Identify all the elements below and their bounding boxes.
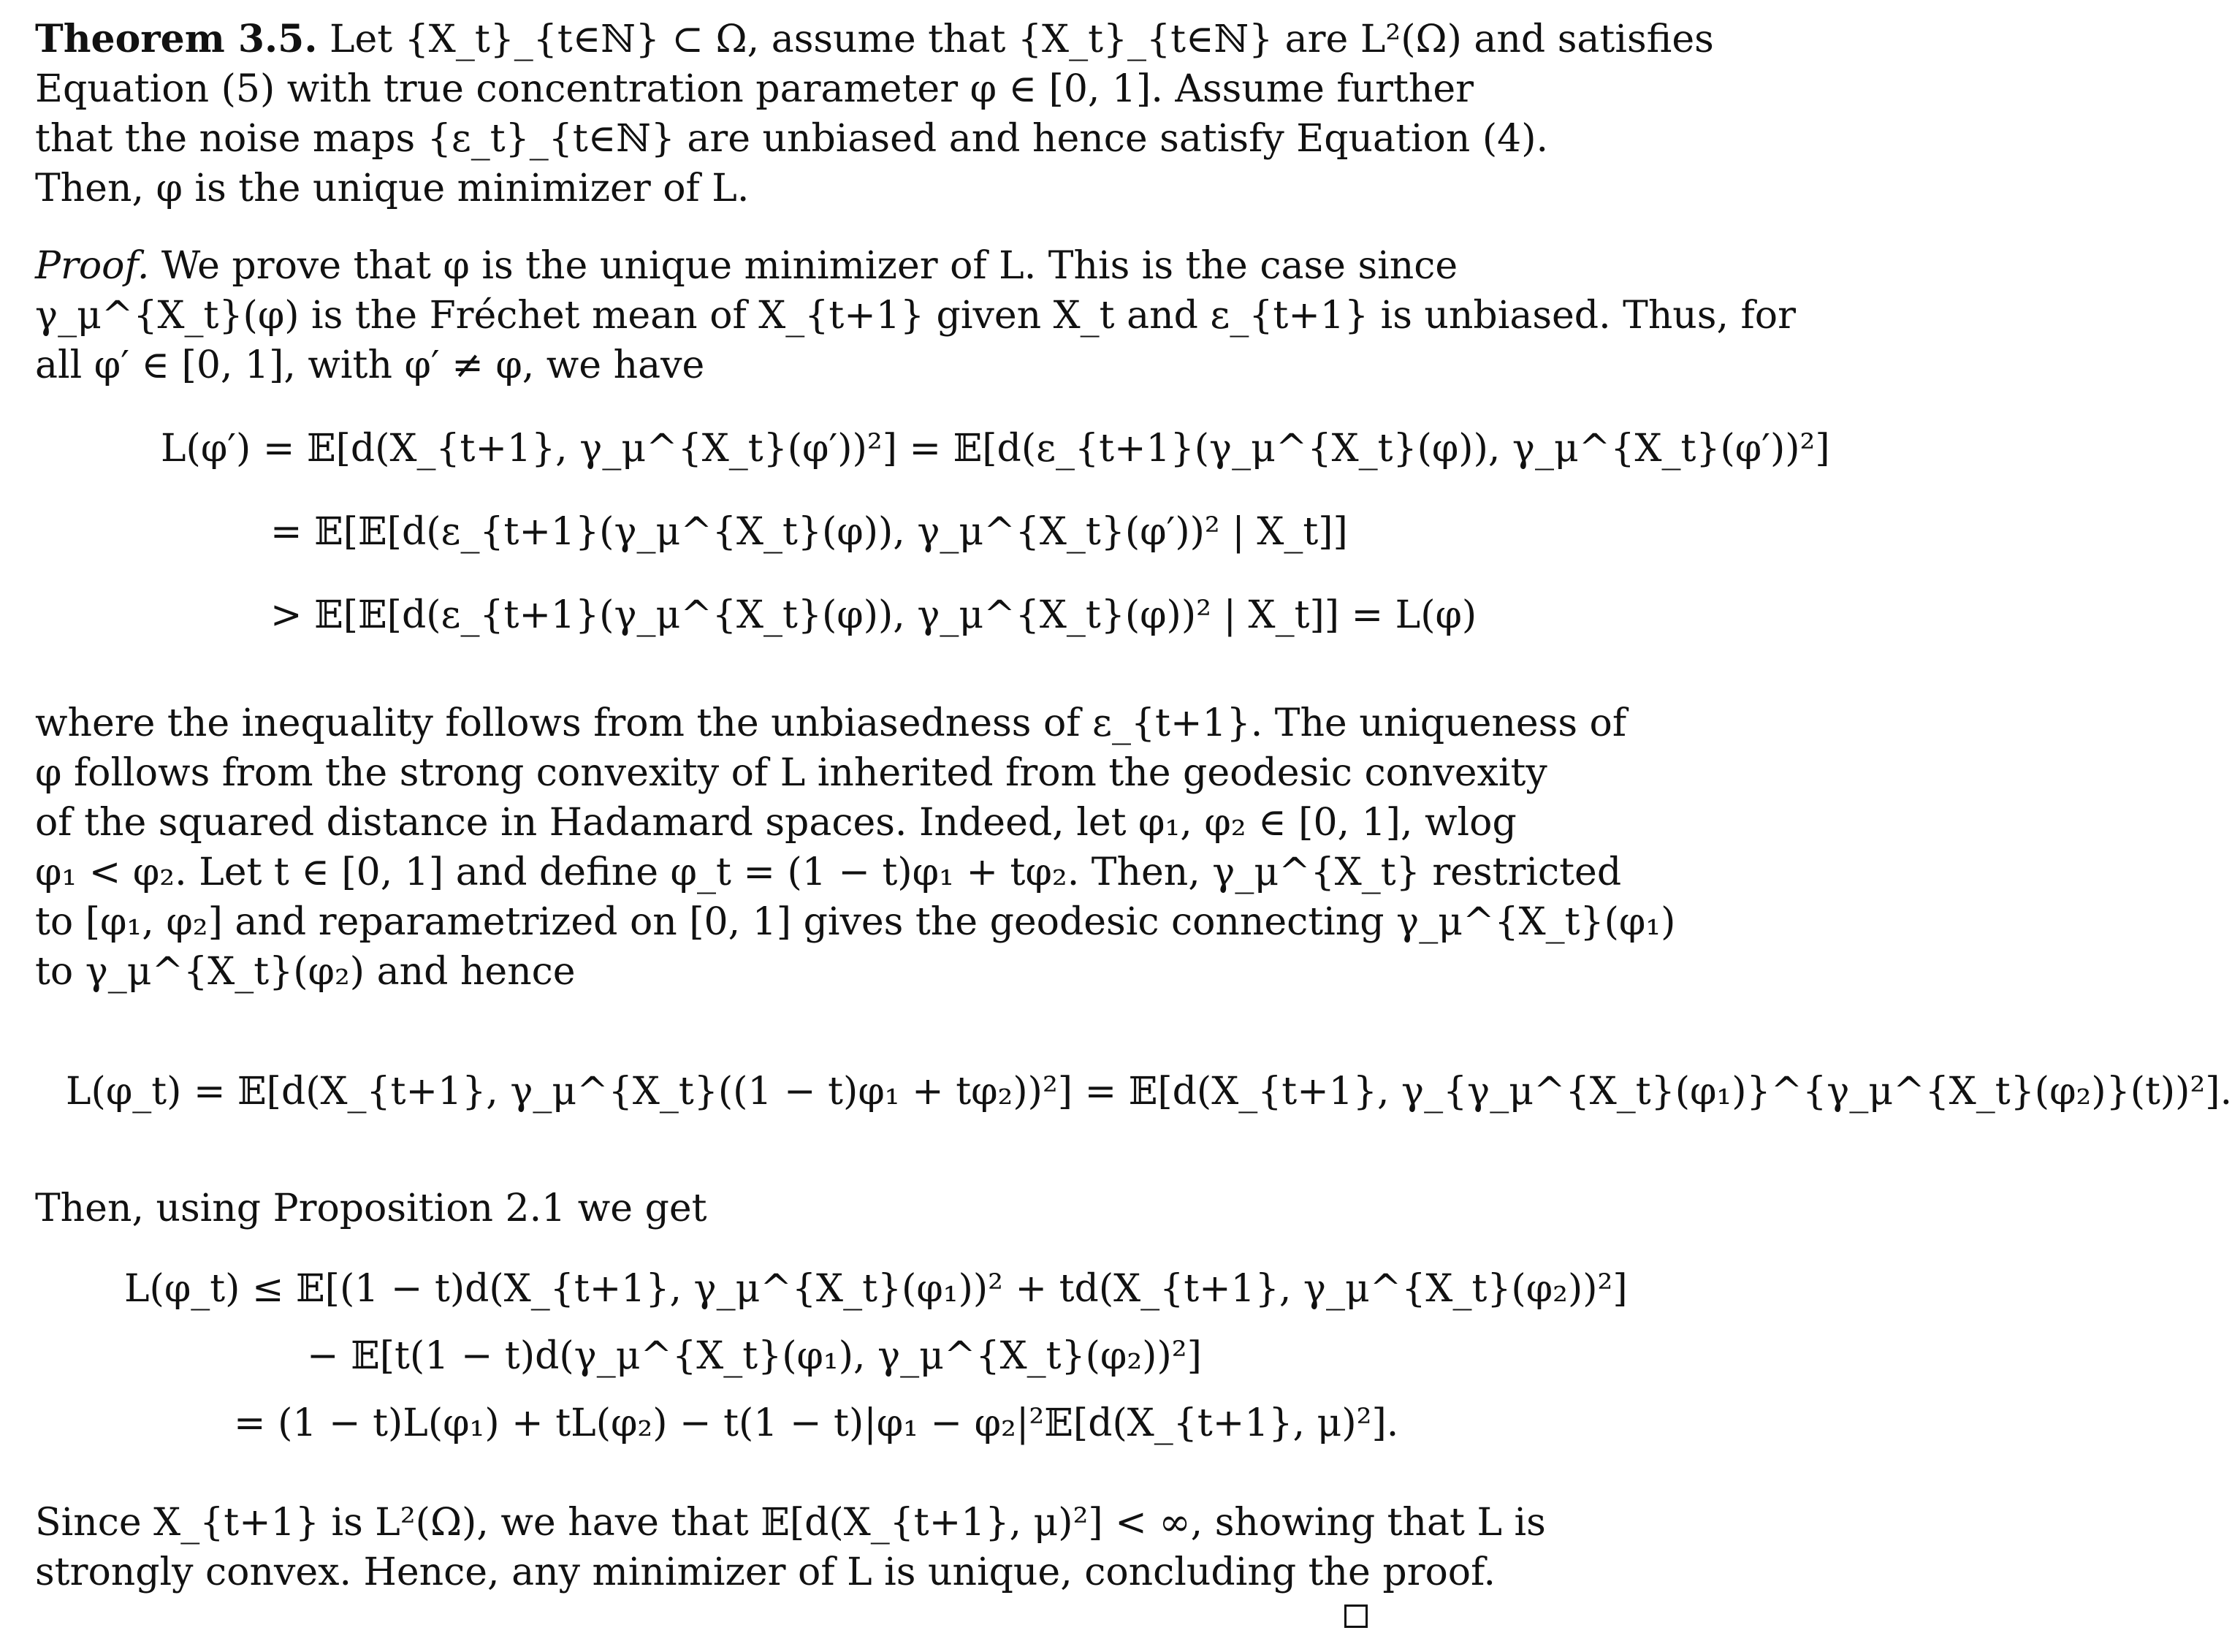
equation-3-line-3: = (1 − t)L(φ₁) + tL(φ₂) − t(1 − t)|φ₁ − φ₂|²𝔼[d(X_{t+1}, μ)²]. bbox=[234, 1401, 1399, 1445]
proof-label: Proof. bbox=[35, 244, 150, 288]
using-proposition-text: Then, using Proposition 2.1 we get bbox=[35, 1187, 707, 1230]
proof-intro bbox=[35, 241, 1796, 390]
final-paragraph bbox=[35, 1498, 1546, 1597]
equation-3-line-2: − 𝔼[t(1 − t)d(γ_μ^{X_t}(φ₁), γ_μ^{X_t}(φ₂))²] bbox=[307, 1334, 1202, 1378]
proof-line-3: all φ′ ∈ [0, 1], with φ′ ≠ φ, we have bbox=[35, 343, 705, 387]
final-line-1: Since X_{t+1} is L²(Ω), we have that 𝔼[d(X_{t+1}, μ)²] < ∞, showing that L is bbox=[35, 1501, 1546, 1545]
equation-1-line-3: > 𝔼[𝔼[d(ε_{t+1}(γ_μ^{X_t}(φ)), γ_μ^{X_t}(φ))² | X_t]] = L(φ) bbox=[270, 593, 1477, 637]
middle-line-4: φ₁ < φ₂. Let t ∈ [0, 1] and define φ_t = (1 − t)φ₁ + tφ₂. Then, γ_μ^{X_t} restricted bbox=[35, 850, 1622, 894]
equation-2-line: L(φ_t) = 𝔼[d(X_{t+1}, γ_μ^{X_t}((1 − t)φ₁ + tφ₂))²] = 𝔼[d(X_{t+1}, γ_{γ_μ^{X_t}(φ₁)}^{γ_μ^{X_t}(φ₂)}(t))²]. bbox=[66, 1070, 2232, 1114]
qed-square-icon bbox=[1344, 1605, 1368, 1628]
theorem-block bbox=[35, 15, 1714, 213]
equation-2 bbox=[66, 1067, 2232, 1116]
proposition-line bbox=[35, 1184, 1372, 1233]
equation-3-line-1: L(φ_t) ≤ 𝔼[(1 − t)d(X_{t+1}, γ_μ^{X_t}(φ₁))² + td(X_{t+1}, γ_μ^{X_t}(φ₂))²] bbox=[124, 1267, 1628, 1311]
middle-line-1: where the inequality follows from the unbiasedness of ε_{t+1}. The uniqueness of bbox=[35, 701, 1627, 745]
middle-line-2: φ follows from the strong convexity of L inherited from the geodesic convexity bbox=[35, 751, 1547, 795]
equation-1 bbox=[161, 424, 1830, 640]
theorem-line-4: Then, φ is the unique minimizer of L. bbox=[35, 167, 750, 210]
middle-line-3: of the squared distance in Hadamard spaces. Indeed, let φ₁, φ₂ ∈ [0, 1], wlog bbox=[35, 801, 1517, 845]
final-line-2: strongly convex. Hence, any minimizer of L is unique, concluding the proof. bbox=[35, 1550, 1496, 1594]
middle-line-5: to [φ₁, φ₂] and reparametrized on [0, 1] gives the geodesic connecting γ_μ^{X_t}(φ₁) bbox=[35, 900, 1676, 944]
equation-1-line-2: = 𝔼[𝔼[d(ε_{t+1}(γ_μ^{X_t}(φ)), γ_μ^{X_t}(φ′))² | X_t]] bbox=[270, 510, 1348, 554]
theorem-heading: Theorem 3.5. bbox=[35, 17, 318, 61]
equation-1-line-1: L(φ′) = 𝔼[d(X_{t+1}, γ_μ^{X_t}(φ′))²] = 𝔼[d(ε_{t+1}(γ_μ^{X_t}(φ)), γ_μ^{X_t}(φ′))²] bbox=[161, 427, 1830, 471]
proof-line-1: Proof. We prove that φ is the unique minimizer of L. This is the case since bbox=[35, 244, 1458, 288]
equation-3 bbox=[124, 1264, 1628, 1448]
proof-line-2: γ_μ^{X_t}(φ) is the Fréchet mean of X_{t+1} given X_t and ε_{t+1} is unbiased. Thus, for bbox=[35, 294, 1796, 338]
theorem-line-2: Equation (5) with true concentration parameter φ ∈ [0, 1]. Assume further bbox=[35, 67, 1474, 111]
theorem-line-1: Theorem 3.5. Let {X_t}_{t∈ℕ} ⊂ Ω, assume that {X_t}_{t∈ℕ} are L²(Ω) and satisfies bbox=[35, 17, 1714, 61]
middle-paragraph bbox=[35, 699, 1676, 997]
middle-line-6: to γ_μ^{X_t}(φ₂) and hence bbox=[35, 950, 576, 994]
theorem-line-3: that the noise maps {ε_t}_{t∈ℕ} are unbiased and hence satisfy Equation (4). bbox=[35, 117, 1549, 161]
